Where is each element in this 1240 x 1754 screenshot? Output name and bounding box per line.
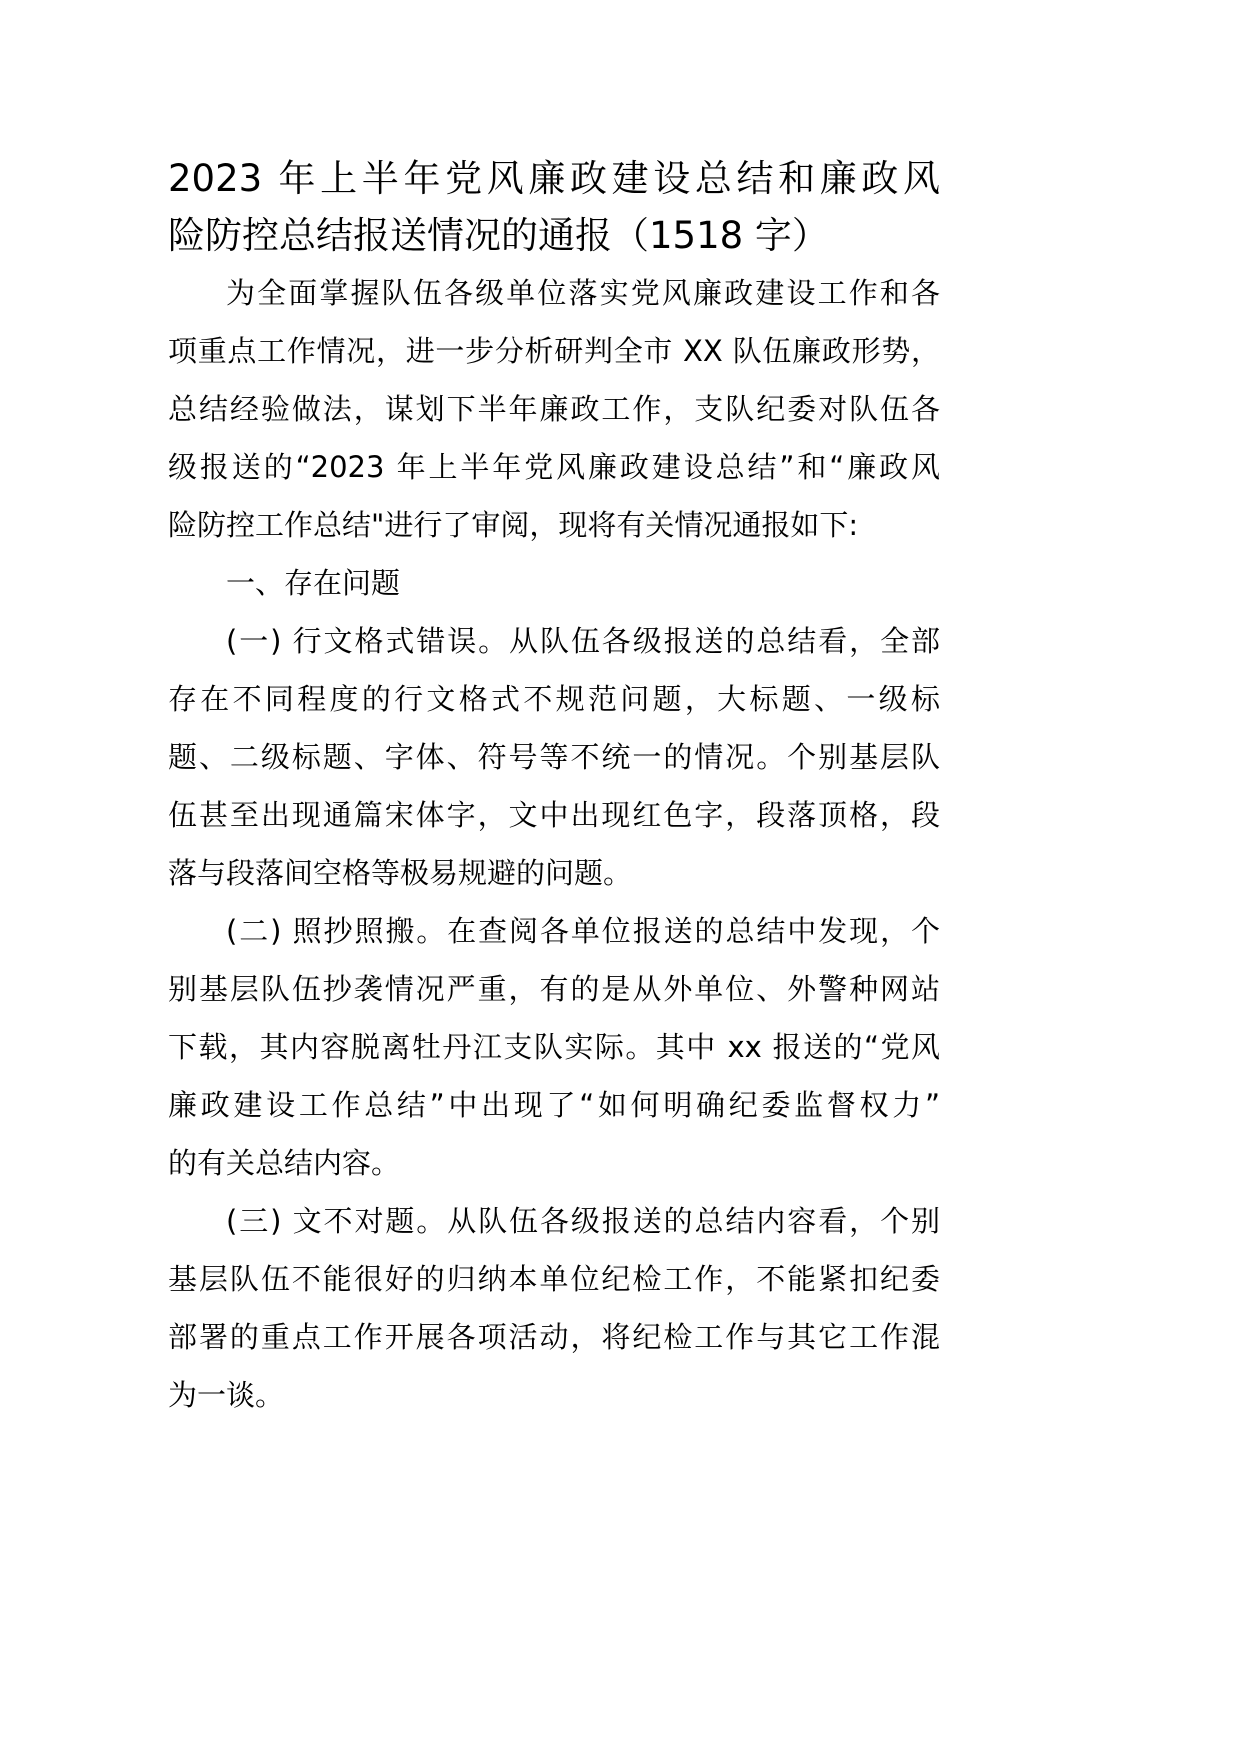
- paragraph-line: 伍甚至出现通篇宋体字，文中出现红色字，段落顶格，段: [168, 798, 940, 832]
- document-page: [168, 150, 940, 1424]
- paragraph-line: (三) 文不对题。从队伍各级报送的总结内容看，个别: [226, 1204, 940, 1238]
- paragraph-line: 级报送的“2023 年上半年党风廉政建设总结”和“廉政风: [168, 450, 940, 484]
- paragraph-line: (一) 行文格式错误。从队伍各级报送的总结看，全部: [226, 624, 940, 658]
- paragraph-line: 下载，其内容脱离牡丹江支队实际。其中 xx 报送的“党风: [168, 1030, 940, 1064]
- paragraph-line: 项重点工作情况，进一步分析研判全市 XX 队伍廉政形势，: [168, 334, 940, 368]
- paragraph-line: 部署的重点工作开展各项活动，将纪检工作与其它工作混: [168, 1320, 940, 1354]
- paragraph: [168, 1192, 940, 1424]
- paragraph: [168, 554, 940, 612]
- paragraph-line: 总结经验做法，谋划下半年廉政工作，支队纪委对队伍各: [168, 392, 940, 426]
- paragraph-line: 别基层队伍抄袭情况严重，有的是从外单位、外警种网站: [168, 972, 940, 1006]
- paragraph-line: 存在不同程度的行文格式不规范问题，大标题、一级标: [168, 682, 940, 716]
- title-line: 2023 年上半年党风廉政建设总结和廉政风: [168, 157, 940, 200]
- title-line: 险防控总结报送情况的通报（1518 字）: [168, 214, 829, 257]
- paragraph-line: 为全面掌握队伍各级单位落实党风廉政建设工作和各: [226, 276, 940, 310]
- paragraph: [168, 264, 940, 554]
- paragraph-line: 廉政建设工作总结”中出现了“如何明确纪委监督权力”: [168, 1088, 940, 1122]
- paragraph-line: 一、存在问题: [226, 566, 401, 600]
- paragraph-line: (二) 照抄照搬。在查阅各单位报送的总结中发现，个: [226, 914, 940, 948]
- document-title: [168, 150, 940, 264]
- paragraph: [168, 902, 940, 1192]
- paragraph-line: 的有关总结内容。: [168, 1146, 401, 1180]
- paragraph-line: 为一谈。: [168, 1378, 285, 1412]
- paragraph-line: 险防控工作总结"进行了审阅，现将有关情况通报如下:: [168, 508, 859, 542]
- paragraph: [168, 612, 940, 902]
- paragraph-line: 基层队伍不能很好的归纳本单位纪检工作，不能紧扣纪委: [168, 1262, 940, 1296]
- paragraph-line: 题、二级标题、字体、符号等不统一的情况。个别基层队: [168, 740, 940, 774]
- document-body: [168, 264, 940, 1424]
- paragraph-line: 落与段落间空格等极易规避的问题。: [168, 856, 633, 890]
